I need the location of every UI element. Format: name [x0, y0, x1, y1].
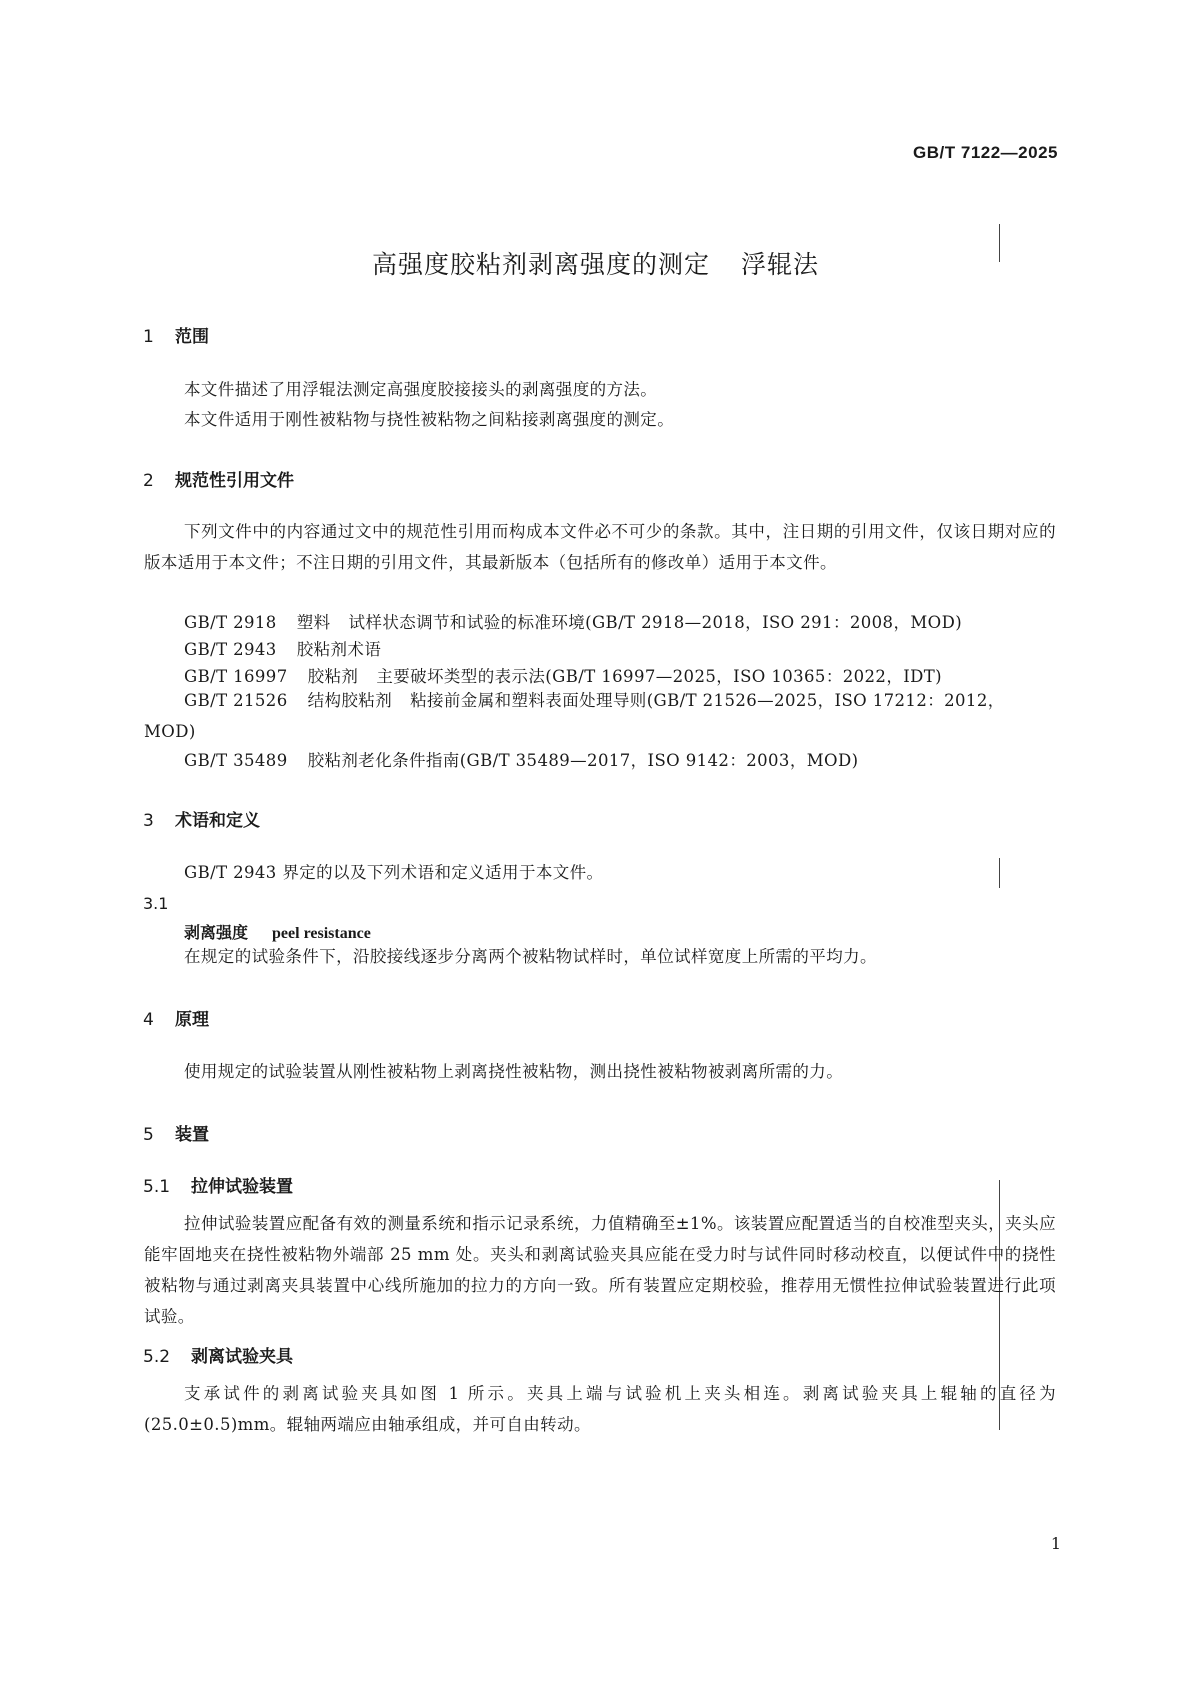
section-heading-terms: 3 术语和定义 — [143, 811, 260, 831]
page-number: 1 — [1050, 1534, 1061, 1553]
subsection-heading-tensile-apparatus: 5.1 拉伸试验装置 — [143, 1177, 293, 1197]
reference-item: GB/T 21526 结构胶粘剂 粘接前金属和塑料表面处理导则(GB/T 21526—2025，ISO 17212：2012，MOD) — [144, 691, 1005, 741]
section-heading-principle: 4 原理 — [143, 1010, 209, 1030]
paragraph-principle: 使用规定的试验装置从刚性被粘物上剥离挠性被粘物，测出挠性被粘物被剥离所需的力。 — [184, 1062, 844, 1081]
term-number: 3.1 — [143, 894, 169, 913]
subsection-heading-peel-fixture: 5.2 剥离试验夹具 — [143, 1347, 293, 1367]
term-entry: 剥离强度 peel resistance — [184, 923, 371, 942]
paragraph-apparatus-5-1: 拉伸试验装置应配备有效的测量系统和指示记录系统，力值精确至±1%。该装置应配置适当的自校准型夹头，夹头应能牢固地夹在挠性被粘物外端部 25 mm 处。夹头和剥离试验夹具应能在受力时与试件同时移动校直，以便试件中的挠性被粘物与通过剥离夹具装置中心线所施加的拉力的方向一致。所有装置应定期校验，推荐用无惯性拉伸试验装置进行此项试验。 — [144, 1214, 1056, 1326]
section-heading-scope: 1 范围 — [143, 327, 209, 347]
section-heading-normative-references: 2 规范性引用文件 — [143, 471, 294, 491]
paragraph-scope-2: 本文件适用于刚性被粘物与挠性被粘物之间粘接剥离强度的测定。 — [184, 410, 675, 429]
reference-item: GB/T 16997 胶粘剂 主要破坏类型的表示法(GB/T 16997—2025，ISO 10365：2022，IDT) — [184, 667, 943, 686]
paragraph-normative-intro: 下列文件中的内容通过文中的规范性引用而构成本文件必不可少的条款。其中，注日期的引用文件，仅该日期对应的版本适用于本文件；不注日期的引用文件，其最新版本（包括所有的修改单）适用于本文件。 — [144, 522, 1056, 572]
reference-item: GB/T 2943 胶粘剂术语 — [184, 640, 382, 659]
paragraph-scope-1: 本文件描述了用浮辊法测定高强度胶接接头的剥离强度的方法。 — [184, 380, 658, 399]
reference-item: GB/T 35489 胶粘剂老化条件指南(GB/T 35489—2017，ISO 9142：2003，MOD) — [184, 751, 859, 770]
standard-code: GB/T 7122—2025 — [913, 143, 1058, 162]
revision-bar — [999, 224, 1000, 262]
section-heading-apparatus: 5 装置 — [143, 1125, 209, 1145]
reference-item: GB/T 2918 塑料 试样状态调节和试验的标准环境(GB/T 2918—2018，ISO 291：2008，MOD) — [184, 613, 963, 632]
paragraph-terms-intro: GB/T 2943 界定的以及下列术语和定义适用于本文件。 — [184, 863, 604, 882]
document-title: 高强度胶粘剂剥离强度的测定 浮辊法 — [372, 250, 819, 279]
paragraph-apparatus-5-2: 支承试件的剥离试验夹具如图 1 所示。夹具上端与试验机上夹头相连。剥离试验夹具上辊轴的直径为(25.0±0.5)mm。辊轴两端应由轴承组成，并可自由转动。 — [144, 1384, 1056, 1434]
paragraph-term-definition: 在规定的试验条件下，沿胶接线逐步分离两个被粘物试样时，单位试样宽度上所需的平均力。 — [184, 947, 877, 966]
